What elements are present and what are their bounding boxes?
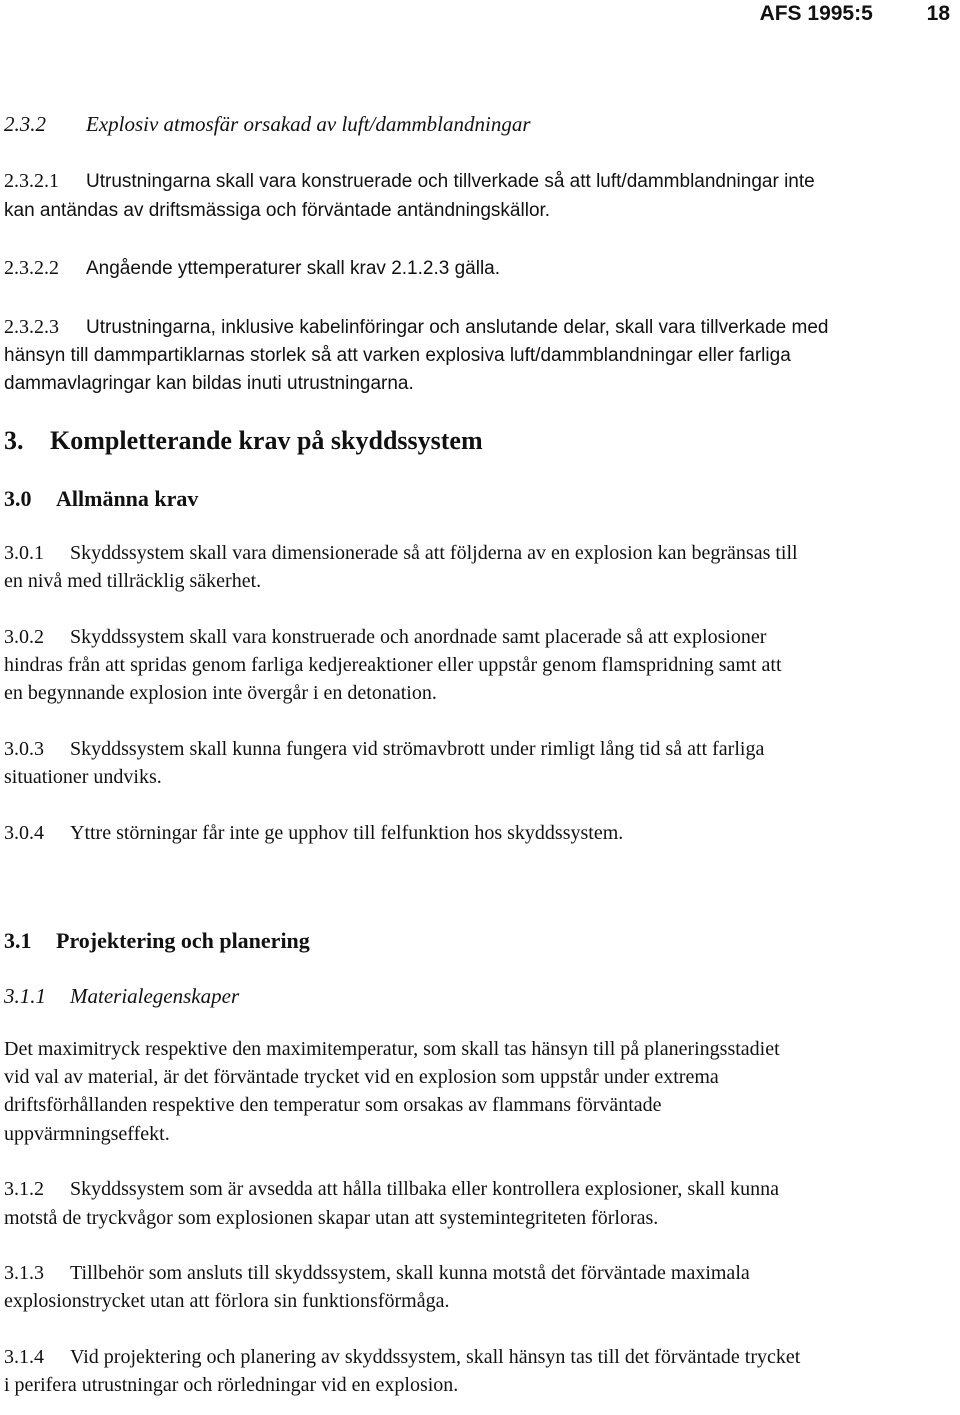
- paragraph-2-3-2-3: [4, 313, 956, 399]
- paragraph-3-1-1-body: [4, 1035, 956, 1149]
- paragraph-line: Utrustningarna skall vara konstruerade och tillverkade så att luft/dammblandningar inte: [86, 171, 815, 193]
- paragraph-line: situationer undviks.: [4, 766, 162, 789]
- paragraph-line: Skyddssystem som är avsedda att hålla tillbaka eller kontrollera explosioner, skall kunna: [70, 1178, 780, 1201]
- section-number: 2.3.2: [4, 112, 46, 136]
- paragraph-text: Yttre störningar får inte ge upphov till felfunktion hos skyddssystem.: [70, 821, 624, 844]
- paragraph-line: Skyddssystem skall vara dimensionerade så att följderna av en explosion kan begränsas till: [70, 541, 798, 564]
- paragraph-number: 3.0.2: [4, 625, 44, 648]
- paragraph-3-0-2: [4, 623, 956, 708]
- paragraph-3-0-1: [4, 539, 956, 596]
- section-title: Allmänna krav: [56, 485, 199, 511]
- paragraph-3-1-3: [4, 1259, 956, 1316]
- page-number: 18: [926, 2, 950, 25]
- paragraph-number: 3.0.1: [4, 541, 44, 564]
- paragraph-line: hindras från att spridas genom farliga kedjereaktioner eller uppstår genom flamspridning samt att: [4, 654, 782, 677]
- paragraph-line: en nivå med tillräcklig säkerhet.: [4, 570, 262, 593]
- paragraph-line: driftsförhållanden respektive den temperatur som orsakas av flammans förväntade: [4, 1094, 662, 1117]
- section-title: Explosiv atmosfär orsakad av luft/dammblandningar: [86, 112, 531, 136]
- section-heading-3-1-1: [4, 982, 956, 1010]
- paragraph-number: 3.0.3: [4, 737, 44, 760]
- paragraph-3-0-3: [4, 735, 956, 792]
- paragraph-line: i perifera utrustningar och rörledningar vid en explosion.: [4, 1374, 459, 1397]
- paragraph-2-3-2-2: [4, 254, 956, 283]
- section-title: Materialegenskaper: [70, 984, 240, 1009]
- section-title: Projektering och planering: [56, 928, 310, 954]
- paragraph-line: explosionstrycket utan att förlora sin funktionsförmåga.: [4, 1290, 450, 1313]
- paragraph-line: uppvärmningseffekt.: [4, 1122, 170, 1145]
- paragraph-line: Det maximitryck respektive den maximitemperatur, som skall tas hänsyn till på planeringsstadiet: [4, 1037, 780, 1060]
- paragraph-number: 3.1.4: [4, 1345, 44, 1368]
- paragraph-line: en begynnande explosion inte övergår i en detonation.: [4, 682, 437, 705]
- paragraph-number: 3.1.3: [4, 1261, 44, 1284]
- section-heading-3: [4, 424, 956, 458]
- paragraph-number: 2.3.2.1: [4, 170, 59, 193]
- paragraph-3-1-2: [4, 1175, 956, 1232]
- paragraph-line: hänsyn till dammpartiklarnas storlek så att varken explosiva luft/dammblandningar eller farliga: [4, 345, 791, 367]
- section-heading-2-3-2: [4, 110, 956, 138]
- paragraph-line: dammavlagringar kan bildas inuti utrustningarna.: [4, 373, 414, 395]
- paragraph-line: Vid projektering och planering av skyddssystem, skall hänsyn tas till det förväntade trycket: [70, 1345, 801, 1368]
- section-number: 3.1.1: [4, 984, 46, 1009]
- section-number: 3.: [4, 425, 24, 455]
- paragraph-number: 2.3.2.3: [4, 315, 59, 338]
- section-title: Kompletterande krav på skyddssystem: [50, 425, 483, 455]
- paragraph-line: Skyddssystem skall kunna fungera vid strömavbrott under rimligt lång tid så att farliga: [70, 737, 765, 760]
- paragraph-number: 2.3.2.2: [4, 257, 59, 280]
- paragraph-line: Skyddssystem skall vara konstruerade och anordnade samt placerade så att explosioner: [70, 625, 767, 648]
- paragraph-line: kan antändas av driftsmässiga och förväntade antändningskällor.: [4, 199, 551, 221]
- document-body: [4, 110, 956, 1400]
- page-header: [760, 0, 950, 30]
- paragraph-line: vid val av material, är det förväntade trycket vid en explosion som uppstår under extrema: [4, 1065, 719, 1088]
- section-number: 3.0: [4, 485, 32, 511]
- paragraph-line: Utrustningarna, inklusive kabelinföringar och anslutande delar, skall vara tillverkade med: [86, 316, 829, 338]
- paragraph-2-3-2-1: [4, 167, 956, 225]
- section-heading-3-0: [4, 484, 956, 514]
- paragraph-3-0-4: [4, 819, 956, 847]
- document-reference: AFS 1995:5: [759, 2, 873, 25]
- paragraph-line: motstå de tryckvågor som explosionen skapar utan att systemintegriteten förloras.: [4, 1206, 659, 1229]
- paragraph-line: Tillbehör som ansluts till skyddssystem, skall kunna motstå det förväntade maximala: [70, 1261, 750, 1284]
- paragraph-3-1-4: [4, 1343, 956, 1400]
- paragraph-number: 3.0.4: [4, 821, 44, 844]
- section-heading-3-1: [4, 926, 956, 956]
- paragraph-number: 3.1.2: [4, 1178, 44, 1201]
- section-number: 3.1: [4, 928, 32, 954]
- paragraph-text: Angående yttemperaturer skall krav 2.1.2.3 gälla.: [86, 258, 501, 280]
